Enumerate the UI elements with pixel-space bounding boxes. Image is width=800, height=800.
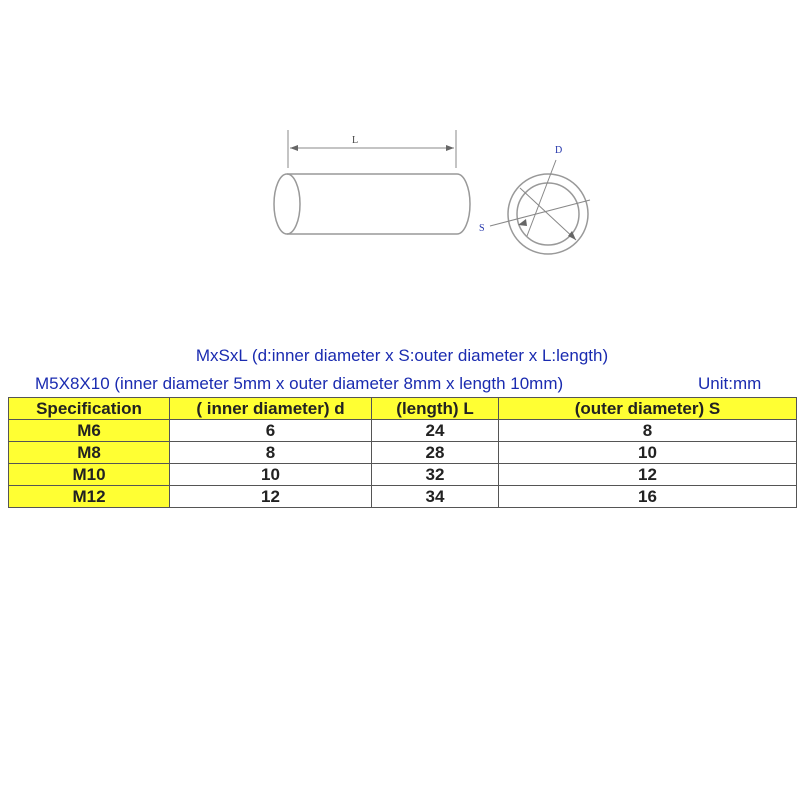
inner-cell: 6: [170, 420, 372, 442]
example-caption: M5X8X10 (inner diameter 5mm x outer diameter 8mm x length 10mm): [35, 374, 564, 393]
length-arrow-right: [446, 145, 454, 151]
unit-label: Unit:mm: [698, 374, 762, 393]
header-outer-diameter: (outer diameter) S: [499, 398, 797, 420]
header-length: (length) L: [372, 398, 499, 420]
spec-cell: M12: [9, 486, 170, 508]
outer-cell: 12: [499, 464, 797, 486]
inner-cell: 10: [170, 464, 372, 486]
table-row: [9, 420, 797, 442]
spec-cell: M8: [9, 442, 170, 464]
table-header-row: [9, 398, 797, 420]
inner-cell: 8: [170, 442, 372, 464]
spec-cell: M6: [9, 420, 170, 442]
outer-arrow: [518, 219, 527, 226]
length-cell: 24: [372, 420, 499, 442]
outer-diameter-label: S: [479, 223, 485, 234]
length-cell: 34: [372, 486, 499, 508]
bushing-end-face: [274, 174, 300, 234]
spec-table: [8, 397, 797, 508]
header-specification: Specification: [9, 398, 170, 420]
bushing-diagram: [0, 0, 800, 330]
length-cell: 32: [372, 464, 499, 486]
inner-cell: 12: [170, 486, 372, 508]
outer-cell: 16: [499, 486, 797, 508]
length-cell: 28: [372, 442, 499, 464]
outer-cell: 8: [499, 420, 797, 442]
table-row: [9, 464, 797, 486]
table-row: [9, 486, 797, 508]
inner-arrow: [568, 231, 576, 240]
size-formula-caption: MxSxL (d:inner diameter x S:outer diameter x L:length): [195, 346, 609, 365]
outer-diameter-line: [490, 200, 590, 226]
length-arrow-left: [290, 145, 298, 151]
length-label: L: [352, 135, 359, 146]
table-row: [9, 442, 797, 464]
inner-diameter-label: D: [555, 145, 563, 156]
spec-cell: M10: [9, 464, 170, 486]
header-inner-diameter: ( inner diameter) d: [170, 398, 372, 420]
bushing-body: [287, 174, 470, 234]
outer-cell: 10: [499, 442, 797, 464]
